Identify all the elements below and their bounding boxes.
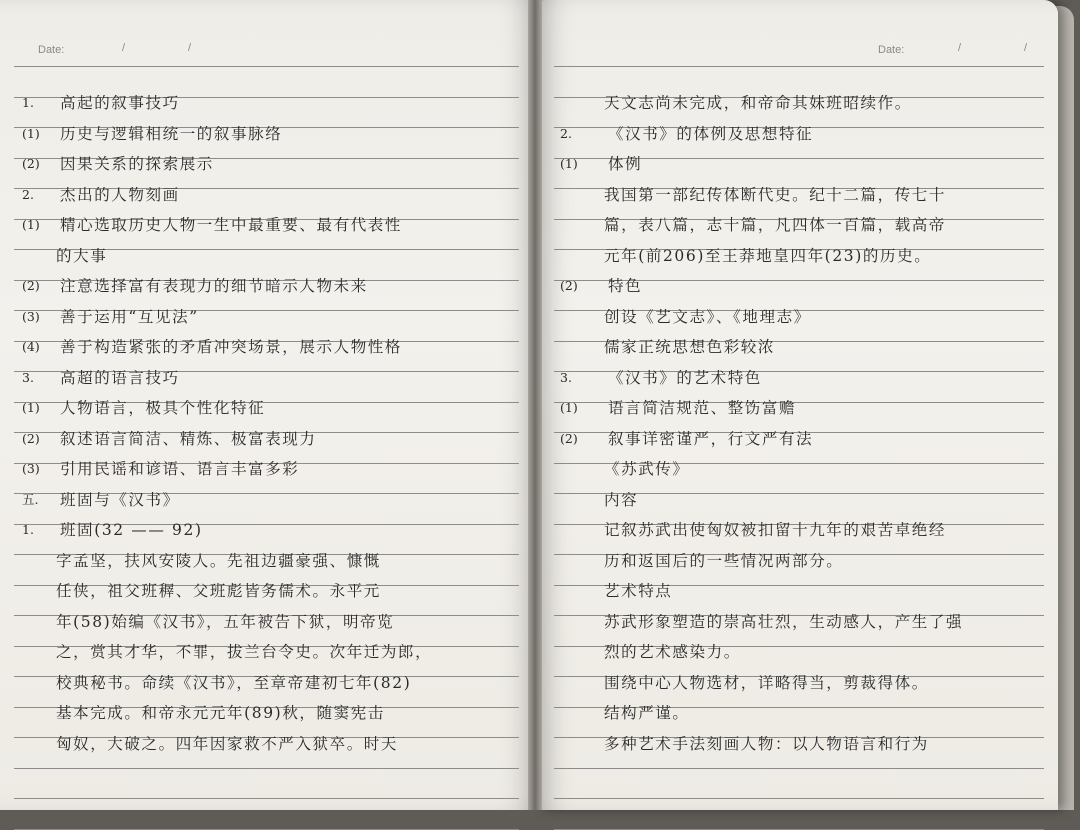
- note-line: 《汉书》的艺术特色: [608, 368, 762, 387]
- note-line: 围绕中心人物选材，详略得当，剪裁得体。: [604, 673, 929, 692]
- ruled-line: [14, 768, 519, 769]
- note-line: 注意选择富有表现力的细节暗示人物未来: [60, 277, 368, 295]
- line-number: (3): [22, 308, 40, 324]
- line-number: (1): [22, 217, 40, 232]
- note-line: 结构严谨。: [604, 704, 690, 722]
- line-number: 3.: [560, 369, 572, 385]
- line-number: (1): [560, 156, 578, 171]
- note-line: 善于运用“互见法”: [60, 307, 199, 326]
- note-line: 任侠，祖父班稺、父班彪皆务儒术。永平元: [56, 582, 381, 600]
- ruled-line: [554, 829, 1044, 830]
- note-line: 苏武形象塑造的崇高壮烈，生动感人，产生了强: [604, 612, 964, 631]
- line-number: (3): [22, 461, 40, 476]
- note-line: 引用民谣和谚语、语言丰富多彩: [60, 460, 300, 478]
- ruled-line: [14, 829, 519, 830]
- date-slash: /: [122, 42, 126, 54]
- note-line: 多种艺术手法刻画人物：以人物语言和行为: [604, 734, 929, 753]
- note-line: 历史与逻辑相统一的叙事脉络: [60, 124, 283, 143]
- line-number: (2): [22, 430, 40, 446]
- note-line: 天文志尚未完成，和帝命其妹班昭续作。: [604, 94, 912, 112]
- note-line: 人物语言，极具个性化特征: [60, 399, 266, 417]
- line-number: (2): [22, 156, 40, 171]
- line-number: 1.: [22, 95, 34, 110]
- date-slash: /: [188, 42, 192, 54]
- note-line: 高超的语言技巧: [60, 368, 180, 387]
- note-line: 元年(前206)至王莽地皇四年(23)的历史。: [604, 246, 932, 265]
- note-line: 班固(32 —— 92): [60, 521, 203, 539]
- note-line: 字孟坚，扶风安陵人。先祖边疆豪强、慷慨: [56, 551, 381, 570]
- note-line: 历和返国后的一些情况两部分。: [604, 551, 844, 570]
- note-line: 精心选取历史人物一生中最重要、最有代表性: [60, 216, 403, 234]
- note-line: 之，赏其才华，不罪，拔兰台令史。次年迁为郎，: [56, 643, 433, 661]
- note-line: 匈奴，大破之。四年因家救不严入狱卒。时天: [56, 734, 399, 753]
- line-number: 2.: [560, 125, 572, 141]
- line-number: (1): [22, 125, 40, 141]
- note-line: 基本完成。和帝永元元年(89)秋，随窦宪击: [56, 704, 385, 722]
- line-number: (2): [560, 430, 578, 446]
- note-line: 校典秘书。命续《汉书》，至章帝建初七年(82): [56, 673, 412, 692]
- note-line: 儒家正统思想色彩较浓: [604, 338, 776, 356]
- note-line: 内容: [604, 490, 639, 509]
- ruled-line: [14, 66, 519, 67]
- note-line: 年(58)始编《汉书》，五年被告下狱，明帝览: [56, 612, 395, 631]
- note-line: 班固与《汉书》: [60, 490, 180, 509]
- line-number: (1): [22, 400, 40, 415]
- note-line: 叙述语言简洁、精炼、极富表现力: [60, 429, 317, 448]
- note-line: 杰出的人物刻画: [60, 185, 180, 204]
- date-label: Date:: [38, 44, 65, 56]
- notebook-right-page: [538, 0, 1058, 810]
- notebook-left-page: [0, 0, 536, 810]
- note-line: 创设《艺文志》、《地理志》: [604, 307, 811, 326]
- ruled-line: [14, 798, 519, 799]
- ruled-line: [554, 798, 1044, 799]
- date-slash: /: [1024, 42, 1028, 54]
- line-number: 3.: [22, 369, 34, 385]
- note-line: 高起的叙事技巧: [60, 94, 180, 112]
- note-line: 记叙苏武出使匈奴被扣留十九年的艰苦卓绝经: [604, 521, 947, 539]
- note-line: 善于构造紧张的矛盾冲突场景，展示人物性格: [60, 338, 403, 356]
- note-line: 艺术特点: [604, 582, 673, 600]
- line-number: (1): [560, 400, 578, 415]
- line-number: (2): [22, 278, 40, 293]
- note-line: 烈的艺术感染力。: [604, 643, 741, 661]
- note-line: 语言简洁规范、整饬富赡: [608, 399, 797, 417]
- line-number: 2.: [22, 186, 34, 202]
- note-line: 《汉书》的体例及思想特征: [608, 124, 814, 143]
- line-number: (2): [560, 278, 578, 293]
- line-number: 五.: [22, 491, 39, 507]
- note-line: 因果关系的探索展示: [60, 155, 214, 173]
- note-line: 特色: [608, 277, 643, 295]
- notebook-binding: [528, 0, 542, 810]
- ruled-line: [554, 66, 1044, 67]
- line-number: 1.: [22, 522, 34, 537]
- date-slash: /: [958, 42, 962, 54]
- ruled-line: [554, 768, 1044, 769]
- note-line: 《苏武传》: [604, 460, 690, 478]
- note-line: 体例: [608, 155, 643, 173]
- note-line: 篇，表八篇，志十篇，凡四体一百篇，载高帝: [604, 216, 947, 234]
- note-line: 叙事详密谨严，行文严有法: [608, 429, 814, 448]
- date-label: Date:: [878, 44, 905, 56]
- line-number: (4): [22, 339, 40, 354]
- note-line: 的大事: [56, 246, 108, 265]
- note-line: 我国第一部纪传体断代史。纪十二篇，传七十: [604, 185, 947, 204]
